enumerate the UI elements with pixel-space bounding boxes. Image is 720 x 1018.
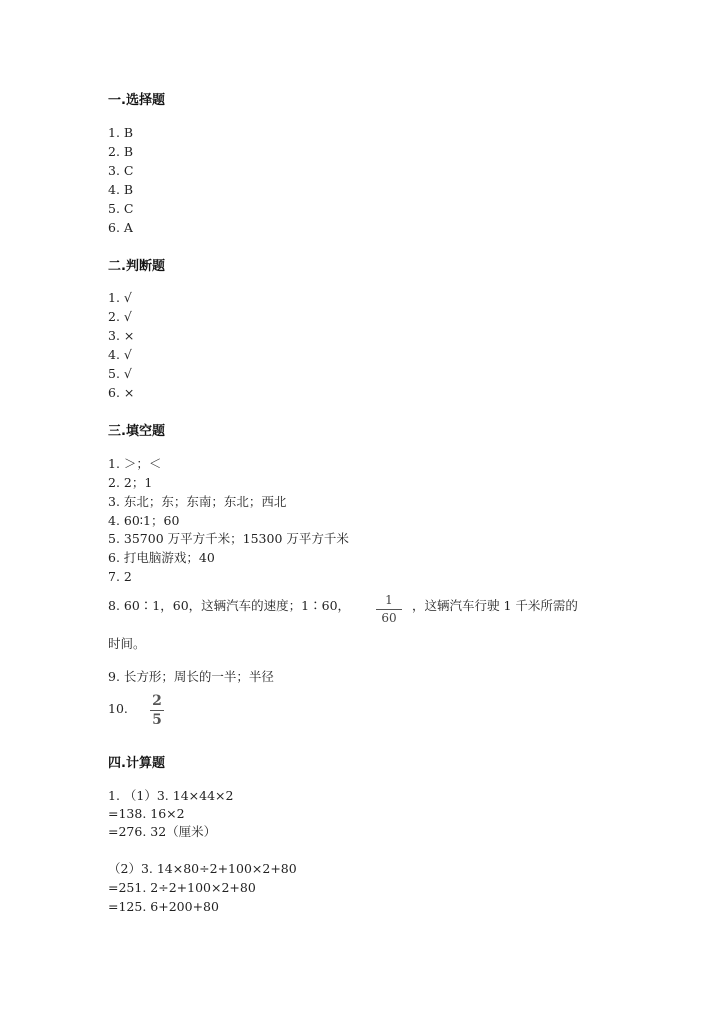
judgment-answer-2: 2. √: [108, 309, 132, 324]
fill-answer-7: 7. 2: [108, 569, 132, 584]
calc-line-1: 1. （1）3. 14×44×2: [108, 788, 234, 803]
fill-answer-10-fraction: [150, 694, 164, 727]
calc-line-2: =138. 16×2: [108, 806, 185, 821]
fill-answer-1: 1. ＞；＜: [108, 456, 162, 471]
fill-answer-8-continuation: 时间。: [108, 636, 146, 651]
choice-answer-2: 2. B: [108, 144, 134, 159]
judgment-answer-5: 5. √: [108, 366, 132, 381]
calc-line-5: =251. 2÷2+100×2+80: [108, 880, 256, 895]
fraction-numerator: 2: [152, 693, 162, 709]
fill-answer-8-prefix: 8. 60∶1，60，这辆汽车的速度；1∶60，: [108, 598, 351, 613]
fill-answer-10-label: 10.: [108, 701, 128, 716]
fill-answer-5: 5. 35700 万平方千米；15300 万平方千米: [108, 531, 349, 546]
choice-answer-1: 1. B: [108, 125, 134, 140]
section-heading-judgment: 二.判断题: [108, 259, 165, 274]
fill-answer-6: 6. 打电脑游戏；40: [108, 550, 215, 565]
fraction-bar: [150, 710, 164, 711]
choice-answer-4: 4. B: [108, 182, 134, 197]
fill-answer-2: 2. 2；1: [108, 475, 153, 490]
fill-answer-8-fraction: [376, 594, 402, 625]
fraction-numerator: 1: [385, 593, 393, 607]
choice-answer-5: 5. C: [108, 201, 134, 216]
fill-answer-9: 9. 长方形；周长的一半；半径: [108, 669, 274, 684]
calc-line-3: =276. 32（厘米）: [108, 824, 217, 839]
judgment-answer-3: 3. ×: [108, 328, 135, 343]
judgment-answer-4: 4. √: [108, 347, 132, 362]
calc-line-4: （2）3. 14×80÷2+100×2+80: [108, 861, 297, 876]
choice-answer-3: 3. C: [108, 163, 134, 178]
judgment-answer-6: 6. ×: [108, 385, 135, 400]
section-heading-calculation: 四.计算题: [108, 756, 165, 771]
fill-answer-8-suffix: ，这辆汽车行驶 1 千米所需的: [412, 598, 578, 613]
judgment-answer-1: 1. √: [108, 290, 132, 305]
section-heading-fill-blank: 三.填空题: [108, 424, 165, 439]
fill-answer-4: 4. 60∶1；60: [108, 513, 180, 528]
fill-answer-3: 3. 东北；东；东南；东北；西北: [108, 494, 287, 509]
choice-answer-6: 6. A: [108, 220, 133, 235]
fraction-bar: [376, 609, 402, 610]
section-heading-choice: 一.选择题: [108, 93, 165, 108]
fraction-denominator: 60: [381, 611, 397, 625]
calc-line-6: =125. 6+200+80: [108, 899, 219, 914]
fraction-denominator: 5: [152, 712, 162, 728]
